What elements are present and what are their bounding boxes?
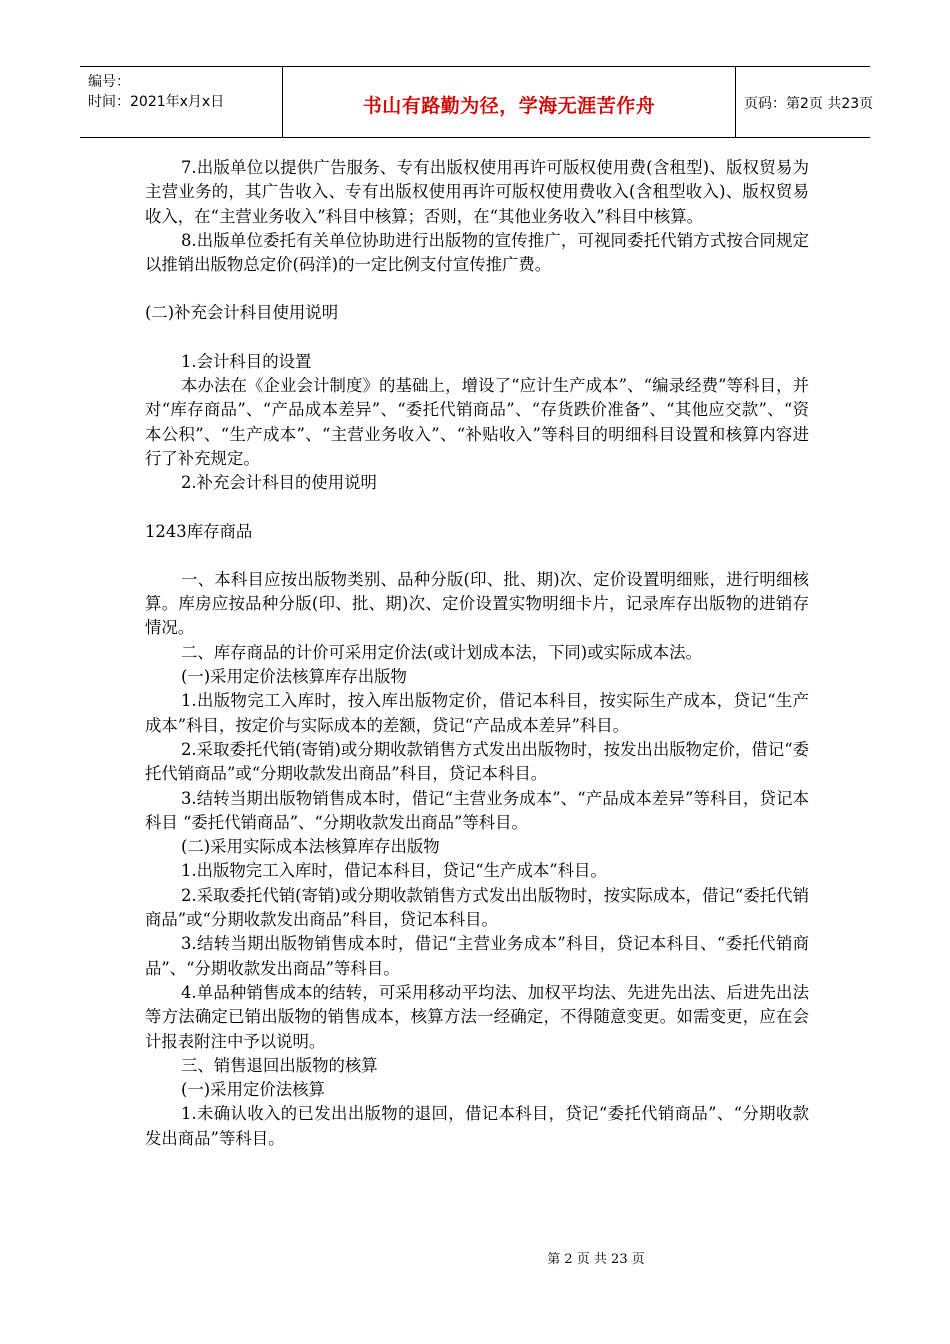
paragraph: 1.出版物完工入库时，按入库出版物定价，借记本科目，按实际生产成本，贷记“生产成本”科目，按定价与实际成本的差额，贷记“产品成本差异”科目。 <box>145 691 809 735</box>
paragraph: 1.出版物完工入库时，借记本科目，贷记“生产成本”科目。 <box>181 861 607 881</box>
paragraph: 3.结转当期出版物销售成本时，借记“主营业务成本”科目，贷记本科目、“委托代销商品”、“分期收款发出商品”等科目。 <box>145 934 809 978</box>
header-page-cell <box>736 67 874 137</box>
paragraph: (一)采用定价法核算库存出版物 <box>181 667 407 687</box>
subsection-heading: 1.会计科目的设置 <box>181 351 312 371</box>
paragraph: 1.未确认收入的已发出出版物的退回，借记本科目，贷记“委托代销商品”、“分期收款发出商品”等科目。 <box>145 1104 809 1148</box>
paragraph: 7.出版单位以提供广告服务、专有出版权使用再许可版权使用费(含租型)、版权贸易为主营业务的，其广告收入、专有出版权使用再许可版权使用费收入(含租型收入)、版权贸易收入，在“主营业务收入”科目中核算；否则，在“其他业务收入”科目中核算。 <box>145 158 809 226</box>
section-heading: (二)补充会计科目使用说明 <box>145 303 339 323</box>
header-motto-cell <box>282 67 736 137</box>
account-heading: 1243库存商品 <box>145 521 253 541</box>
subsection-heading: 2.补充会计科目的使用说明 <box>181 473 377 493</box>
paragraph: 3.结转当期出版物销售成本时，借记“主营业务成本”、“产品成本差异”等科目，贷记本科目 “委托代销商品”、“分期收款发出商品”等科目。 <box>145 788 809 832</box>
document-time-label: 时间：2021年x月x日 <box>88 94 225 110</box>
paragraph: 二、库存商品的计价可采用定价法(或计划成本法，下同)或实际成本法。 <box>181 642 702 662</box>
paragraph: 8.出版单位委托有关单位协助进行出版物的宣传推广，可视同委托代销方式按合同规定以推销出版物总定价(码洋)的一定比例支付宣传推广费。 <box>145 230 809 275</box>
paragraph: 本办法在《企业会计制度》的基础上，增设了“应计生产成本”、“编录经费”等科目，并对“库存商品”、“产品成本差异”、“委托代销商品”、“存货跌价准备”、“其他应交款”、“资本公积”、“生产成本”、“主营业务收入”、“补贴收入”等科目的明细科目设置和核算内容进行了补充规定。 <box>145 376 809 468</box>
document-number-label: 编号： <box>88 74 130 90</box>
paragraph: 三、销售退回出版物的核算 <box>181 1055 378 1075</box>
header-motto: 书山有路勤为径，学海无涯苦作舟 <box>362 95 656 117</box>
header-meta <box>80 67 280 137</box>
paragraph: 4.单品种销售成本的结转，可采用移动平均法、加权平均法、先进先出法、后进先出法等方法确定已销出版物的销售成本，核算方法一经确定，不得随意变更。如需变更，应在会计报表附注中予以说明。 <box>145 982 809 1051</box>
paragraph: 2.采取委托代销(寄销)或分期收款销售方式发出出版物时，按实际成本，借记“委托代销商品”或“分期收款发出商品”科目，贷记本科目。 <box>145 885 809 930</box>
paragraph: (一)采用定价法核算 <box>181 1080 325 1100</box>
header-page-info: 页码：第2页 共23页 <box>744 96 874 112</box>
paragraph: 2.采取委托代销(寄销)或分期收款销售方式发出出版物时，按发出出版物定价，借记“委托代销商品”或“分期收款发出商品”科目，贷记本科目。 <box>145 739 809 784</box>
page-header <box>80 66 874 138</box>
paragraph: (二)采用实际成本法核算库存出版物 <box>181 837 440 857</box>
document-body <box>145 156 809 1151</box>
paragraph: 一、本科目应按出版物类别、品种分版(印、批、期)次、定价设置明细账，进行明细核算。库房应按品种分版(印、批、期)次、定价设置实物明细卡片，记录库存出版物的进销存情况。 <box>145 569 809 638</box>
page-footer: 第 2 页 共 23 页 <box>547 1252 645 1267</box>
